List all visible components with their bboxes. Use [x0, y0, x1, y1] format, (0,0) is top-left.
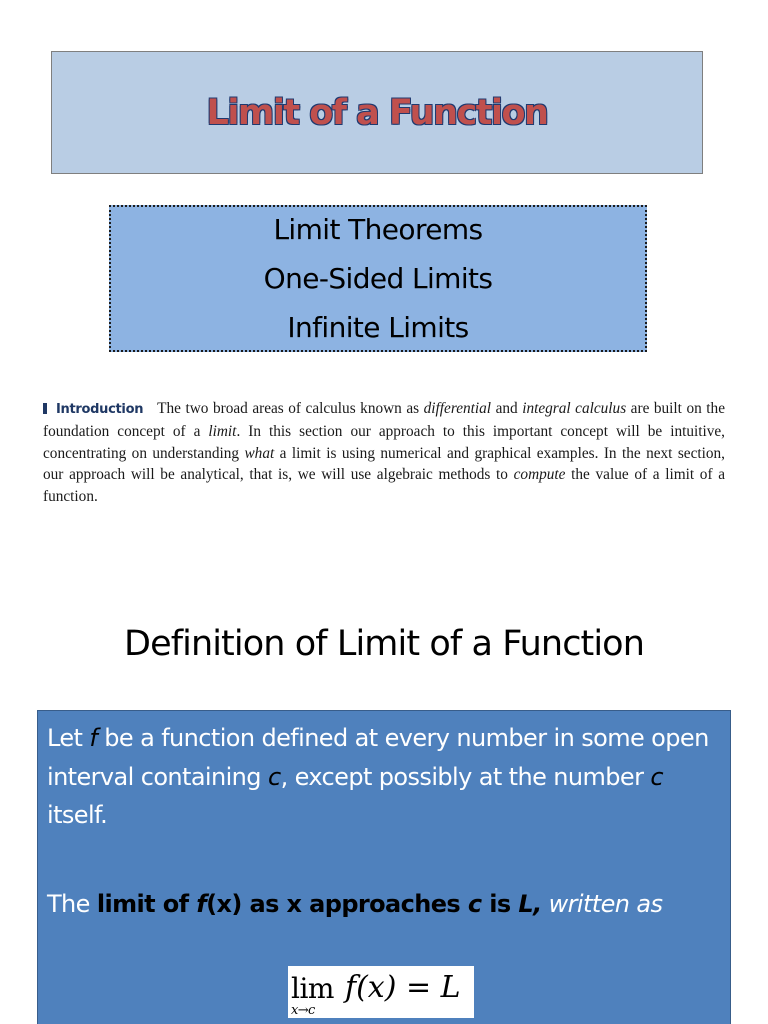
formula-expression: f(x) = L	[345, 970, 461, 1005]
limit-formula	[288, 966, 474, 1018]
def-bold-comma: ,	[533, 890, 542, 918]
def-text-the: The	[47, 890, 97, 918]
topics-box	[109, 205, 647, 352]
section-marker-icon	[43, 403, 47, 414]
intro-integral-calculus: integral calculus	[522, 400, 627, 417]
def-written-as: written as	[541, 890, 663, 918]
def-bold-approaches: (x) as x approaches	[206, 890, 468, 918]
definition-box	[37, 710, 731, 1024]
intro-paragraph	[43, 398, 725, 508]
title-box	[51, 51, 703, 174]
formula-subscript: x→c	[291, 1003, 315, 1018]
intro-differential: differential	[423, 400, 492, 417]
intro-limit: limit	[208, 422, 237, 440]
definition-paragraph-1	[47, 719, 727, 835]
intro-text-5: a limit is using numerical and graphical examples. In the next section, our approach will be analytical, that is, we will use algebraic methods to	[43, 444, 726, 484]
formula-lim: lim	[291, 972, 334, 1005]
def-bold-limit-of: limit of	[96, 890, 197, 918]
slide-title: Limit of a Function	[206, 92, 548, 133]
def-text-interval: be a function defined at every number in some open interval containing	[47, 724, 709, 791]
intro-text-1: The two broad areas of calculus known as	[157, 400, 424, 417]
topic-infinite-limits: Infinite Limits	[287, 311, 469, 344]
intro-what: what	[244, 444, 275, 462]
intro-text-3: are built on the foundation concept of a	[43, 400, 725, 440]
def-var-f: f	[89, 724, 98, 752]
def-bold-is: is	[481, 890, 519, 918]
intro-heading: Introduction	[56, 402, 144, 417]
def-text-except: , except possibly at the number	[280, 762, 651, 791]
def-var-c-1: c	[267, 762, 281, 791]
definition-paragraph-2	[47, 885, 727, 923]
definition-heading: Definition of Limit of a Function	[124, 624, 644, 664]
intro-compute: compute	[513, 466, 566, 484]
def-text-let: Let	[47, 724, 90, 752]
intro-text-2: and	[491, 400, 523, 417]
def-bold-var-c: c	[467, 890, 482, 918]
topic-limit-theorems: Limit Theorems	[273, 213, 483, 246]
intro-text-4: . In this section our approach to this important concept will be intuitive, concentrating on understanding	[43, 422, 726, 462]
def-bold-var-f: f	[196, 890, 207, 918]
def-bold-var-L: L	[518, 890, 534, 918]
def-var-c-2: c	[650, 762, 663, 791]
intro-text-6: the value of a limit of a function.	[43, 466, 726, 506]
def-text-itself: itself.	[47, 801, 108, 829]
topic-one-sided-limits: One-Sided Limits	[263, 262, 493, 295]
